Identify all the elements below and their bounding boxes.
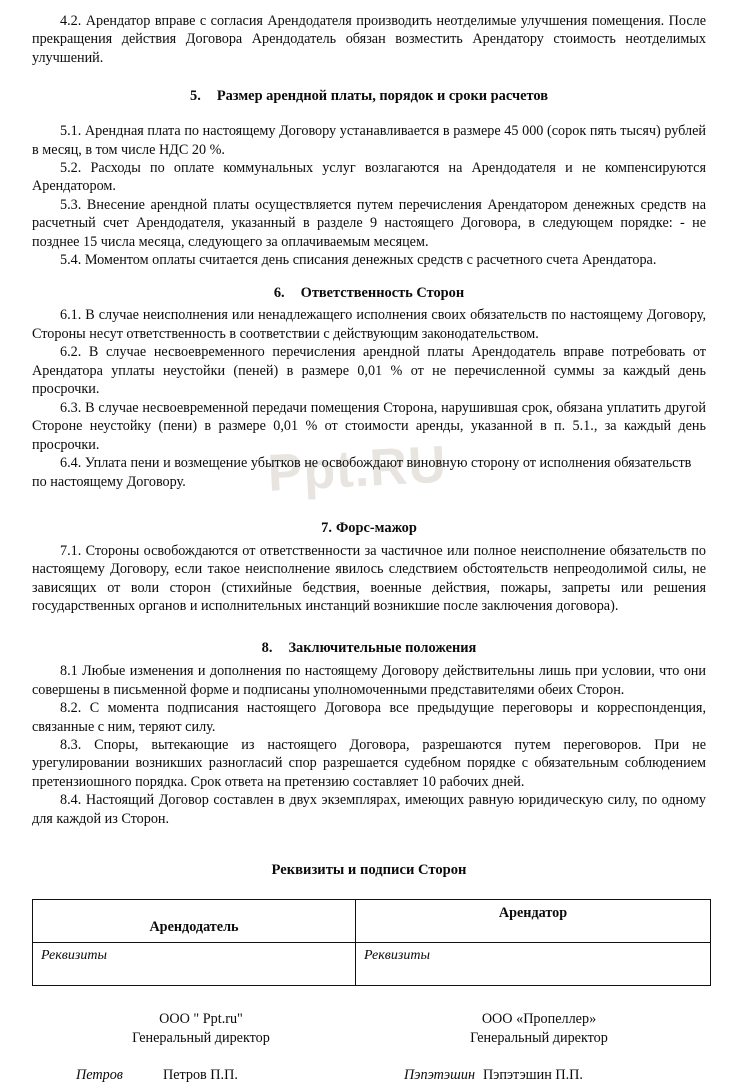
clause-6-3: 6.3. В случае несвоевременной передачи помещения Сторона, нарушившая срок, обязана уплатить другой Стороне неустойку (пени) в размере 0,01 % от стоимости аренды, указанной в п. 5.1., за каждый день просрочки. [32, 399, 706, 453]
clause-5-4: 5.4. Моментом оплаты считается день списания денежных средств с расчетного счета Арендатора. [60, 252, 657, 269]
lessee-printed-name: Пэпэтэшин П.П. [483, 1066, 583, 1083]
table-header-row [33, 900, 711, 943]
clause-6-4: 6.4. Уплата пени и возмещение убытков не освобождают виновную сторону от исполнения обязательств по настоящему Договору. [32, 455, 692, 490]
section-title-5: Размер арендной платы, порядок и сроки расчетов [216, 88, 548, 105]
header-label-lessee: Арендатор [498, 905, 568, 922]
table-row [33, 943, 711, 986]
document-content [32, 12, 706, 1084]
signature-block [32, 1010, 708, 1083]
clause-6-2: 6.2. В случае несвоевременного перечисления арендной платы Арендодатель вправе потребовать от Арендатора уплаты неустойки (пеней) в размере 0,01 % от не перечисленной суммы за каждый день просрочки. [32, 344, 706, 398]
section-heading-6 [32, 284, 706, 303]
section-title-8: Заключительные положения [288, 640, 477, 657]
table-header-cell-lessee [356, 900, 711, 943]
clause-6-1: 6.1. В случае неисполнения или ненадлежащего исполнения своих обязательств по настоящему Договору, Стороны несут ответственность в соответствии с действующим законодательством. [32, 307, 706, 342]
clause-5-2: 5.2. Расходы по оплате коммунальных услуг возлагаются на Арендодателя и не компенсируются Арендатором. [32, 159, 706, 195]
signature-column-lessor [32, 1010, 370, 1083]
clause-8-3: 8.3. Споры, вытекающие из настоящего Договора, разрешаются путем переговоров. При не урегулировании возникших разногласий спор разрешается судебном порядке с обязательным соблюдением претензиошного порядка. Срок ответа на претензию составляет 10 рабочих дней. [32, 737, 706, 790]
table-cell-lessor-requisites [33, 943, 356, 986]
section-title-7: Форс-мажор [335, 519, 417, 536]
lessor-handwritten-signature: Петров [76, 1066, 123, 1083]
section-number-5: 5. [190, 88, 201, 105]
requisites-title: Реквизиты и подписи Сторон [271, 862, 467, 879]
requisites-table [32, 899, 711, 986]
clause-8-2: 8.2. С момента подписания настоящего Договора все предыдущие переговоры и корреспонденция, связанные с ним, теряют силу. [32, 700, 706, 735]
section-number-7: 7. [321, 519, 332, 536]
lessee-handwritten-signature: Пэпэтэшин [404, 1066, 476, 1083]
section-heading-5 [32, 87, 706, 106]
table-cell-lessee-requisites [356, 943, 711, 986]
lessee-organization: ООО «Пропеллер» [481, 1011, 597, 1028]
header-label-lessor: Арендодатель [149, 919, 239, 936]
watermark: Ppt.RU [266, 435, 449, 503]
clause-8-4: 8.4. Настоящий Договор составлен в двух экземплярах, имеющих равную юридическую силу, по одному для каждой из Сторон. [32, 792, 706, 827]
clause-5-3: 5.3. Внесение арендной платы осуществляется путем перечисления Арендатором денежных средств на расчетный счет Арендодателя, указанный в разделе 9 настоящего Договора, в следующем порядке: - не позднее 15 числа месяца, следующего за оплачиваемым месяцем. [32, 196, 706, 250]
table-header-cell-lessor [33, 900, 356, 943]
clause-8-1: 8.1 Любые изменения и дополнения по настоящему Договору действительны лишь при условии, что они совершены в письменной форме и подписаны уполномоченными представителями обеих Сторон. [32, 663, 706, 698]
section-number-6: 6. [273, 284, 285, 301]
section-title-6: Ответственность Сторон [300, 284, 465, 301]
lessor-role: Генеральный директор [132, 1030, 270, 1047]
clause-7-1: 7.1. Стороны освобождаются от ответственности за частичное или полное неисполнение обязательств по настоящему Договору, если такое неисполнение явилось следствием обстоятельств непреодолимой силы, не зависящих от воли сторон (стихийные бедствия, военные действия, пожары, запреты или решения государственных органов и исполнительных инстанций возникшие после заключения договора). [32, 542, 706, 615]
requisites-placeholder-lessor: Реквизиты [41, 948, 107, 964]
signature-column-lessee [370, 1010, 708, 1083]
clause-5-1: 5.1. Арендная плата по настоящему Договору устанавливается в размере 45 000 (сорок пять тысяч) рублей в месяц, в том числе НДС 20 %. [32, 123, 706, 158]
requisites-placeholder-lessee: Реквизиты [364, 948, 430, 964]
lessor-printed-name: Петров П.П. [162, 1066, 238, 1083]
lessee-role: Генеральный директор [470, 1030, 608, 1047]
section-heading-7 [32, 519, 706, 538]
lessee-signature-line [370, 1067, 708, 1084]
lessor-signature-line [32, 1067, 370, 1084]
clause-4-2: 4.2. Арендатор вправе с согласия Арендодателя производить неотделимые улучшения помещения. После прекращения действия Договора Арендодатель обязан возместить Арендатору стоимость неотделимых улучшений. [32, 13, 706, 66]
section-number-8: 8. [261, 640, 273, 657]
section-heading-8 [32, 639, 706, 658]
lessor-organization: ООО " Ppt.ru" [159, 1011, 243, 1028]
